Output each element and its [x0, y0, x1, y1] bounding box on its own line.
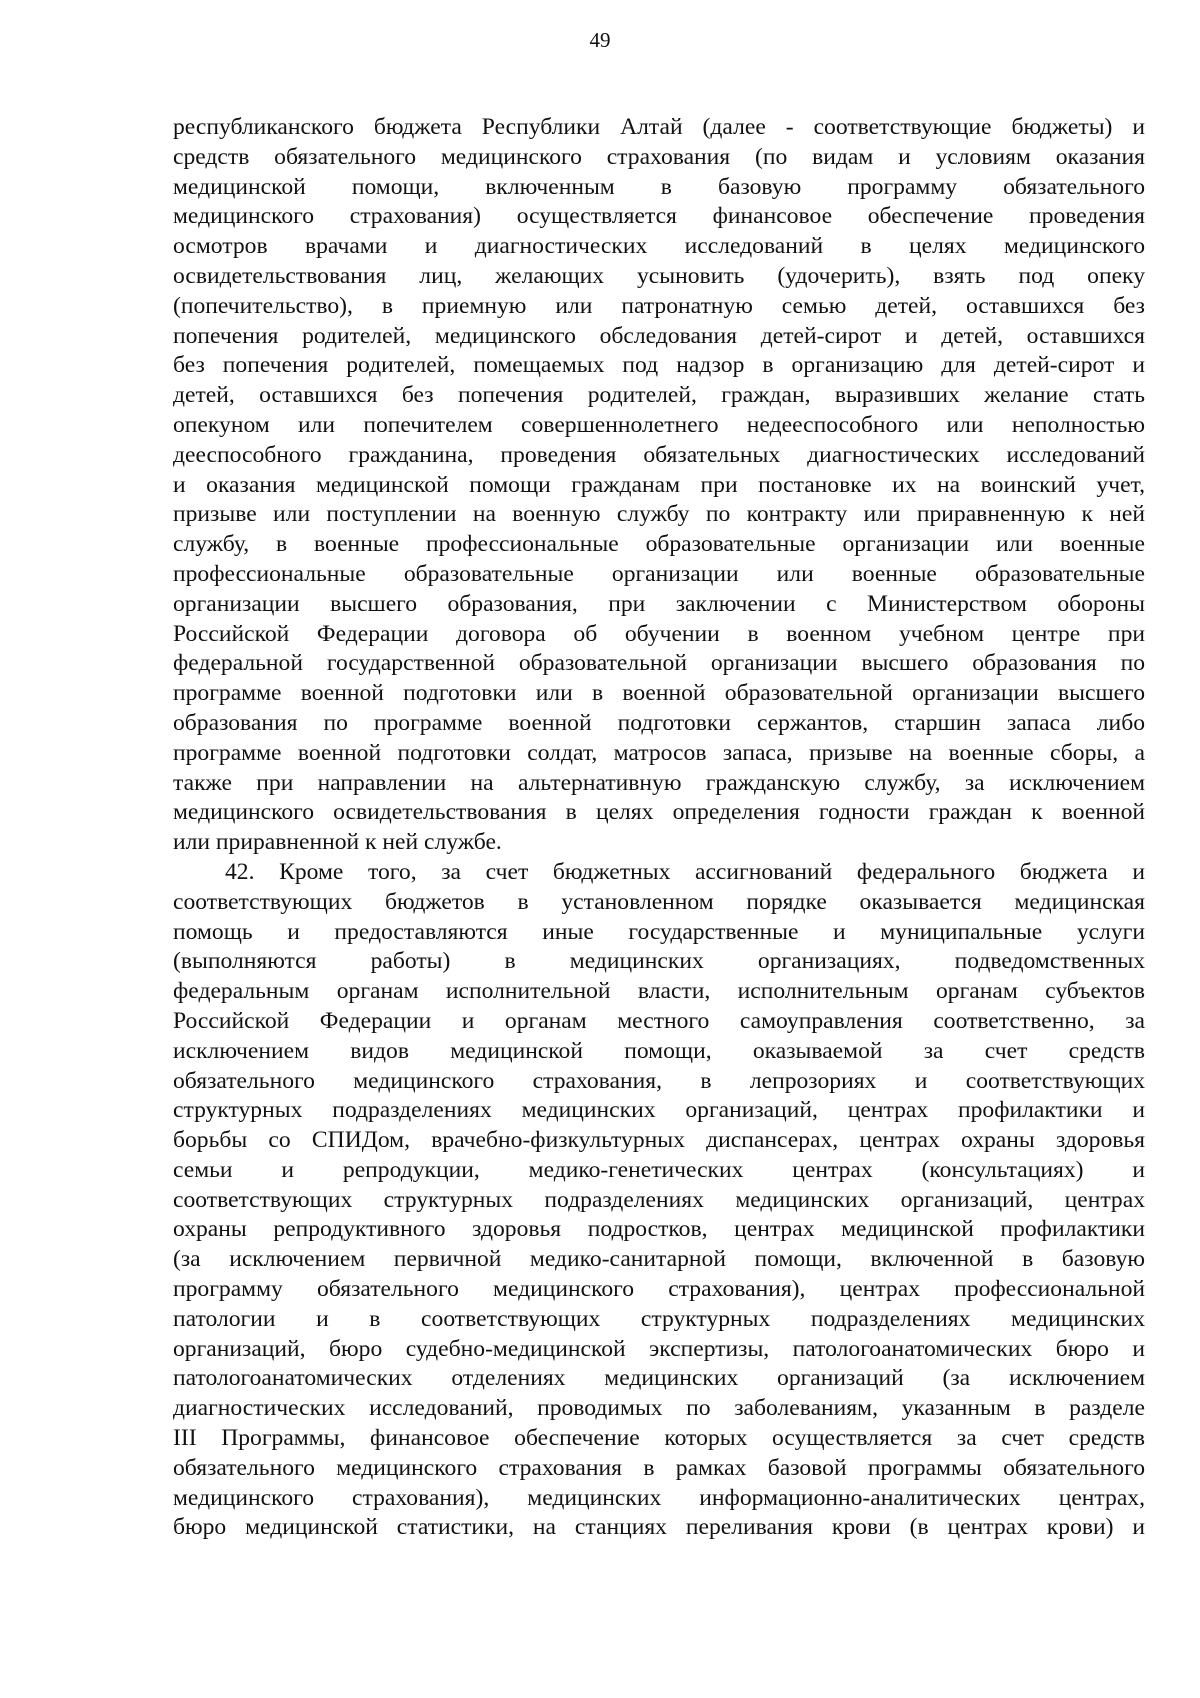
text-line: соответствующих бюджетов в установленном порядке оказывается медицинская [173, 888, 1145, 915]
text-line: медицинского страхования) осуществляется финансовое обеспечение проведения [173, 203, 1145, 230]
text-line: призыве или поступлении на военную службу по контракту или приравненную к ней [173, 501, 1145, 528]
text-line: профессиональные образовательные организации или военные образовательные [173, 560, 1145, 587]
text-line: (попечительство), в приемную или патронатную семью детей, оставшихся без [173, 292, 1145, 319]
text-line: медицинского страхования), медицинских информационно-аналитических центрах, [173, 1484, 1145, 1511]
text-line: организации высшего образования, при заключении с Министерством обороны [173, 590, 1145, 617]
text-line: семьи и репродукции, медико-генетических центрах (консультациях) и [173, 1156, 1145, 1183]
text-line: осмотров врачами и диагностических исследований в целях медицинского [173, 233, 1145, 260]
text-line: опекуном или попечителем совершеннолетнего недееспособного или неполностью [173, 411, 1145, 438]
text-line: попечения родителей, медицинского обследования детей-сирот и детей, оставшихся [173, 322, 1145, 349]
text-line: службу, в военные профессиональные образовательные организации или военные [173, 531, 1145, 558]
text-line: диагностических исследований, проводимых по заболеваниям, указанным в разделе [173, 1395, 1145, 1422]
body-text [173, 113, 1145, 1543]
paragraph-last-line: или приравненной к ней службе. [173, 829, 502, 856]
text-line: освидетельствования лиц, желающих усыновить (удочерить), взять под опеку [173, 262, 1145, 289]
text-line: федеральным органам исполнительной власти, исполнительным органам субъектов [173, 978, 1145, 1005]
text-line: медицинского освидетельствования в целях определения годности граждан к военной [173, 799, 1145, 826]
text-line: образования по программе военной подготовки сержантов, старшин запаса либо [173, 709, 1145, 736]
text-line: структурных подразделениях медицинских организаций, центрах профилактики и [173, 1097, 1145, 1124]
text-line: борьбы со СПИДом, врачебно-физкультурных диспансерах, центрах охраны здоровья [173, 1127, 1145, 1154]
text-line: без попечения родителей, помещаемых под надзор в организацию для детей-сирот и [173, 352, 1145, 379]
text-line: исключением видов медицинской помощи, оказываемой за счет средств [173, 1037, 1145, 1064]
text-line: дееспособного гражданина, проведения обязательных диагностических исследований [173, 441, 1145, 468]
text-line: детей, оставшихся без попечения родителей, граждан, выразивших желание стать [173, 382, 1145, 409]
text-line: Российской Федерации договора об обучении в военном учебном центре при [173, 620, 1145, 647]
text-line: и оказания медицинской помощи гражданам при постановке их на воинский учет, [173, 471, 1145, 498]
text-line: программе военной подготовки или в военной образовательной организации высшего [173, 680, 1145, 707]
text-line: также при направлении на альтернативную гражданскую службу, за исключением [173, 769, 1145, 796]
text-line: (за исключением первичной медико-санитарной помощи, включенной в базовую [173, 1246, 1145, 1273]
text-line: соответствующих структурных подразделениях медицинских организаций, центрах [173, 1186, 1145, 1213]
text-line: охраны репродуктивного здоровья подростков, центрах медицинской профилактики [173, 1216, 1145, 1243]
text-line: медицинской помощи, включенным в базовую программу обязательного [173, 173, 1145, 200]
text-line: средств обязательного медицинского страхования (по видам и условиям оказания [173, 143, 1145, 170]
text-line: патологоанатомических отделениях медицинских организаций (за исключением [173, 1365, 1145, 1392]
text-line: Российской Федерации и органам местного самоуправления соответственно, за [173, 1007, 1145, 1034]
text-line: помощь и предоставляются иные государственные и муниципальные услуги [173, 918, 1145, 945]
text-line: программу обязательного медицинского страхования), центрах профессиональной [173, 1276, 1145, 1303]
text-line: федеральной государственной образовательной организации высшего образования по [173, 650, 1145, 677]
text-line: обязательного медицинского страхования, в лепрозориях и соответствующих [173, 1067, 1145, 1094]
text-line: бюро медицинской статистики, на станциях переливания крови (в центрах крови) и [173, 1514, 1145, 1541]
text-line: программе военной подготовки солдат, матросов запаса, призыве на военные сборы, а [173, 739, 1145, 766]
text-line: (выполняются работы) в медицинских организациях, подведомственных [173, 948, 1145, 975]
text-line: III Программы, финансовое обеспечение которых осуществляется за счет средств [173, 1425, 1145, 1452]
text-line: республиканского бюджета Республики Алтай (далее - соответствующие бюджеты) и [173, 114, 1145, 140]
page-number: 49 [589, 28, 611, 52]
text-line: организаций, бюро судебно-медицинской экспертизы, патологоанатомических бюро и [173, 1335, 1145, 1362]
paragraph-first-line: 42. Кроме того, за счет бюджетных ассигнований федерального бюджета и [225, 858, 1145, 885]
text-line: обязательного медицинского страхования в рамках базовой программы обязательного [173, 1454, 1145, 1481]
text-line: патологии и в соответствующих структурных подразделениях медицинских [173, 1305, 1145, 1332]
